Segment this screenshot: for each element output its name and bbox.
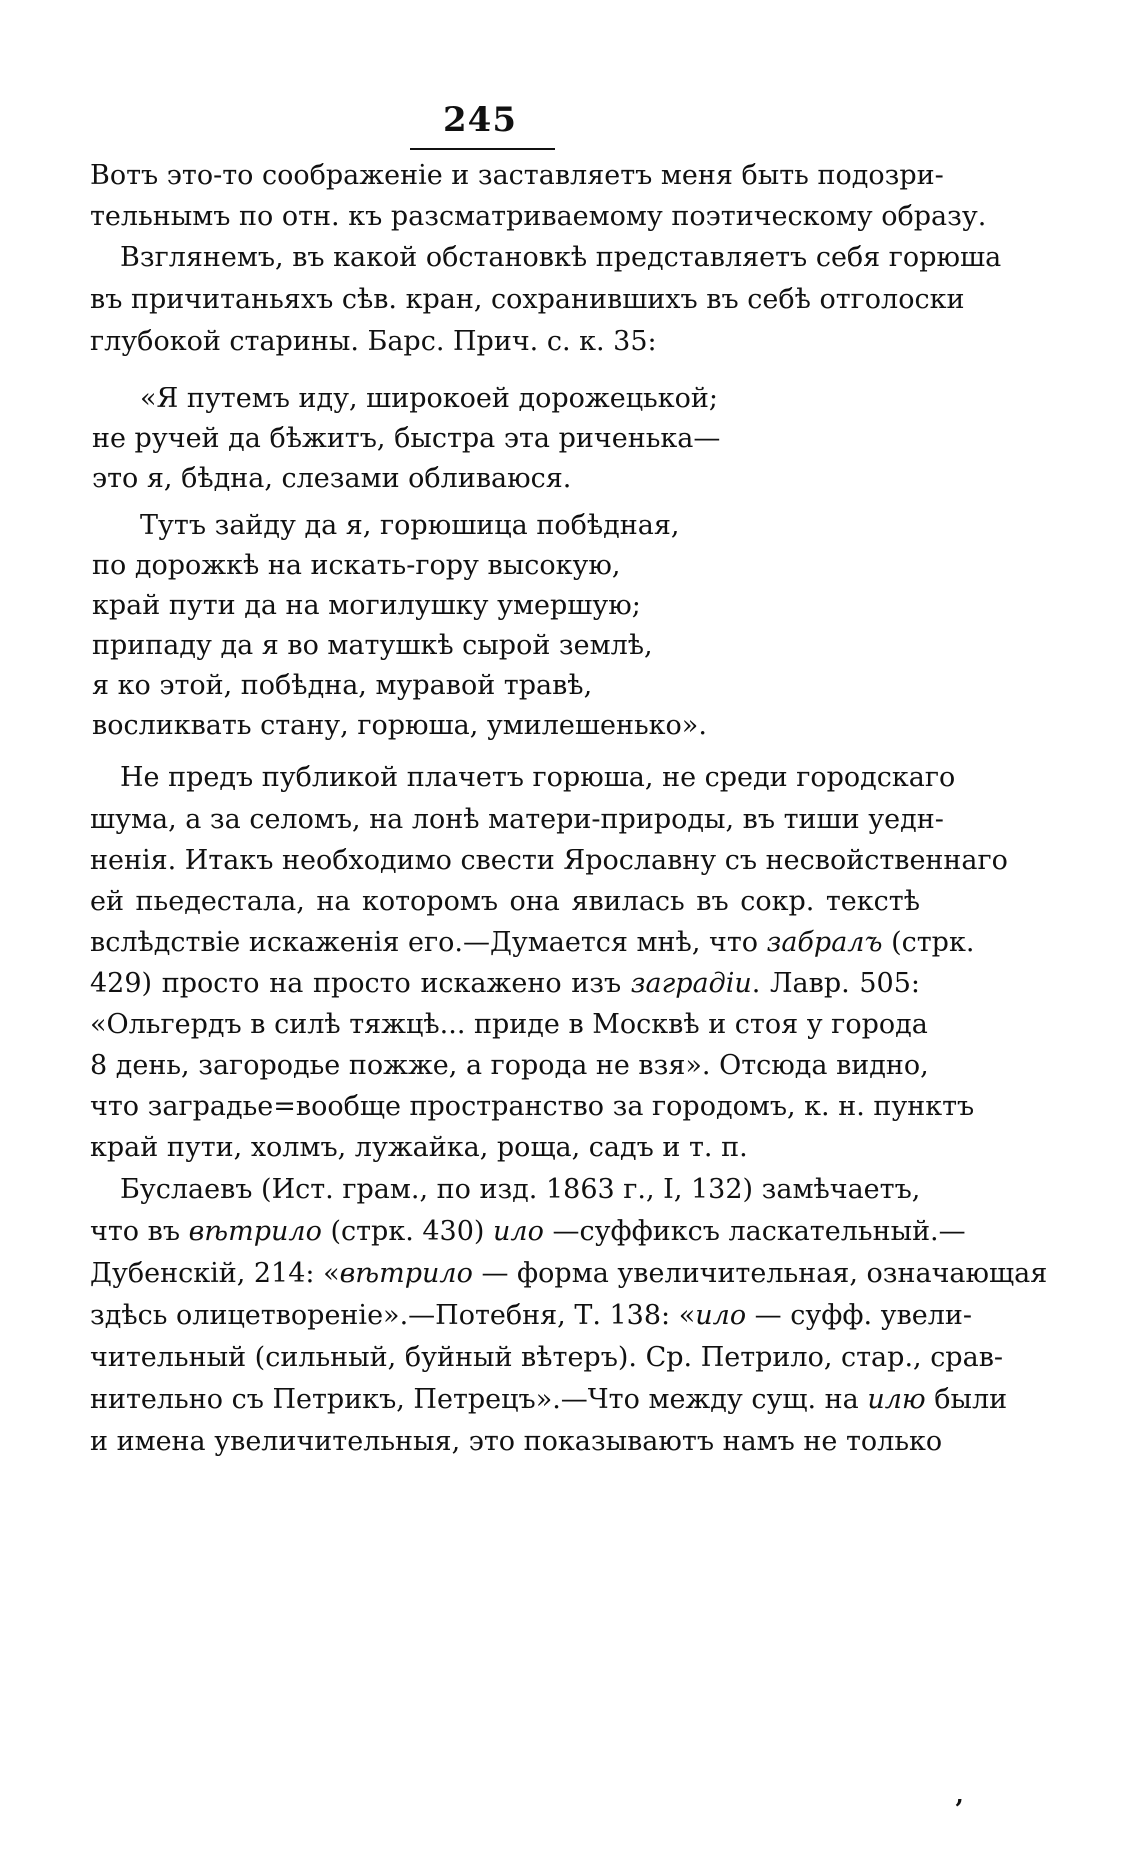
- paragraph-line: тельнымъ по отн. къ разсматриваемому поэтическому образу.: [90, 201, 987, 232]
- paragraph-line: 8 день, загородье пожже, а города не взя». Отсюда видно,: [90, 1050, 929, 1081]
- paragraph-line: въ причитаньяхъ сѣв. кран, сохранившихъ въ себѣ отголоски: [90, 284, 965, 315]
- paragraph-line: шума, а за селомъ, на лонѣ матери-природы, въ тиши уедн-: [90, 804, 944, 835]
- poem-line: край пути да на могилушку умершую;: [92, 590, 641, 621]
- poem-line: по дорожкѣ на искать-гору высокую,: [92, 550, 621, 581]
- paragraph-line: что заградье=вообще пространство за городомъ, к. н. пунктъ: [90, 1091, 975, 1122]
- corner-ink-mark: ‚: [955, 1780, 965, 1810]
- paragraph-line: 429) просто на просто искажено изъ заградіи. Лавр. 505:: [90, 968, 920, 999]
- paragraph-line: Вотъ это-то соображеніе и заставляетъ меня быть подозри-: [90, 160, 944, 191]
- poem-line: я ко этой, побѣдна, муравой травѣ,: [92, 670, 593, 701]
- page-number: 245: [443, 100, 517, 140]
- poem-line: это я, бѣдна, слезами обливаюся.: [92, 463, 572, 494]
- paragraph-line: край пути, холмъ, лужайка, роща, садъ и т. п.: [90, 1132, 748, 1163]
- poem-line: припаду да я во матушкѣ сырой землѣ,: [92, 630, 653, 661]
- paragraph-line: ей пьедестала, на которомъ она явилась въ сокр. текстѣ: [90, 886, 920, 917]
- page-number-rule: [410, 148, 555, 150]
- paragraph-line: чительный (сильный, буйный вѣтеръ). Ср. Петрило, стар., срав-: [90, 1342, 1004, 1373]
- paragraph-line: ненія. Итакъ необходимо свести Ярославну съ несвойственнаго: [90, 845, 1008, 876]
- poem-line: Тутъ зайду да я, горюшица побѣдная,: [140, 510, 680, 541]
- paragraph-line: вслѣдствіе искаженія его.—Думается мнѣ, что забралъ (стрк.: [90, 927, 975, 958]
- poem-line: восликвать стану, горюша, умилешенько».: [92, 710, 707, 741]
- poem-line: не ручей да бѣжитъ, быстра эта риченька—: [92, 423, 721, 454]
- paragraph-line: Взглянемъ, въ какой обстановкѣ представляетъ себя горюша: [120, 242, 1002, 273]
- paragraph-line: здѣсь олицетвореніе».—Потебня, Т. 138: «ило — суфф. увели-: [90, 1300, 973, 1331]
- poem-line: «Я путемъ иду, широкоей дорожецькой;: [140, 383, 718, 414]
- paragraph-line: и имена увеличительныя, это показываютъ намъ не только: [90, 1426, 943, 1457]
- paragraph-line: Дубенскій, 214: «вѣтрило — форма увеличительная, означающая: [90, 1258, 1048, 1289]
- paragraph-line: Не предъ публикой плачетъ горюша, не среди городскаго: [120, 762, 956, 793]
- paragraph-line: нительно съ Петрикъ, Петрецъ».—Что между сущ. на илю были: [90, 1384, 1008, 1415]
- paragraph-line: глубокой старины. Барс. Прич. с. к. 35:: [90, 326, 657, 357]
- paragraph-line: что въ вѣтрило (стрк. 430) ило —суффиксъ ласкательный.—: [90, 1216, 966, 1247]
- paragraph-line: «Ольгердъ в силѣ тяжцѣ... приде в Москвѣ и стоя у города: [90, 1009, 928, 1040]
- paragraph-line: Буслаевъ (Ист. грам., по изд. 1863 г., I, 132) замѣчаетъ,: [120, 1174, 921, 1205]
